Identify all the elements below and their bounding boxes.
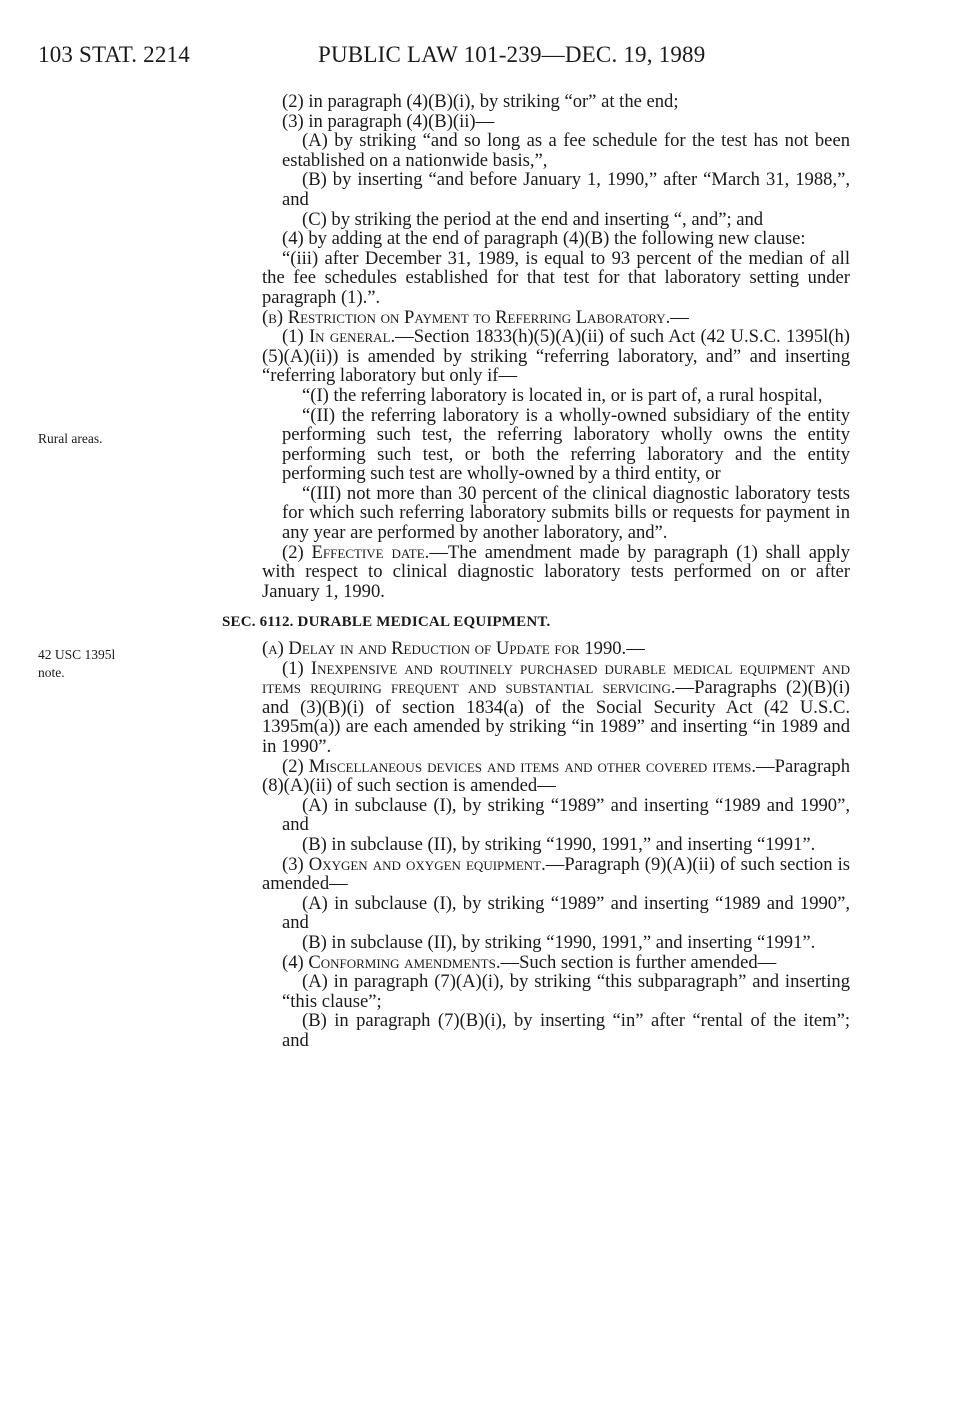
paragraph: (3) in paragraph (4)(B)(ii)—	[282, 110, 495, 132]
law-body-text	[222, 91, 850, 1051]
paragraph: “(iii) after December 31, 1989, is equal to 93 percent of the median of all the fee schedules established for that test for that laboratory setting under paragraph (1).”.	[262, 247, 850, 308]
section-heading: SEC. 6112. DURABLE MEDICAL EQUIPMENT.	[222, 614, 551, 631]
paragraph: (A) in subclause (I), by striking “1989” and inserting “1989 and 1990”, and	[282, 892, 850, 934]
margin-note-rural-areas: Rural areas.	[38, 431, 103, 446]
statute-page-number: 103 STAT. 2214	[38, 42, 190, 67]
paragraph: (A) by striking “and so long as a fee schedule for the test has not been established on a nationwide basis,”,	[282, 130, 850, 171]
paragraph: (4) Conforming amendments.—Such section is further amended—	[282, 951, 777, 973]
paragraph: “(I) the referring laboratory is located in, or is part of, a rural hospital,	[302, 384, 823, 406]
paragraph: (2) Miscellaneous devices and items and other covered items.—Paragraph (8)(A)(ii) of such section is amended—	[262, 755, 850, 797]
paragraph: (4) by adding at the end of paragraph (4)(B) the following new clause:	[282, 228, 806, 250]
paragraph: (B) in subclause (II), by striking “1990, 1991,” and inserting “1991”.	[302, 931, 816, 953]
paragraph: (3) Oxygen and oxygen equipment.—Paragraph (9)(A)(ii) of such section is amended—	[262, 853, 850, 895]
paragraph: (2) Effective date.—The amendment made by paragraph (1) shall apply with respect to clinical diagnostic laboratory tests performed on or after January 1, 1990.	[262, 541, 850, 602]
paragraph: (A) in subclause (I), by striking “1989” and inserting “1989 and 1990”, and	[282, 794, 850, 836]
paragraph: (1) In general.—Section 1833(h)(5)(A)(ii) of such Act (42 U.S.C. 1395l(h)(5)(A)(ii)) is amended by striking “referring laboratory, and” and inserting “referring laboratory but only if—	[262, 326, 850, 387]
subsection-heading: (a) Delay in and Reduction of Update for 1990.—	[262, 638, 645, 660]
subsection-heading: (b) Restriction on Payment to Referring Laboratory.—	[262, 306, 689, 328]
page-header	[0, 42, 954, 72]
paragraph: “(II) the referring laboratory is a wholly-owned subsidiary of the entity performing such test, the referring laboratory wholly owns the entity performing such test, or both the referring laboratory and the entity performing such test are wholly-owned by a third entity, or	[282, 404, 850, 485]
paragraph: “(III) not more than 30 percent of the clinical diagnostic laboratory tests for which such referring laboratory submits bills or requests for payment in any year are performed by another laboratory, and”.	[282, 482, 850, 544]
paragraph: (B) by inserting “and before January 1, 1990,” after “March 31, 1988,”, and	[282, 169, 850, 210]
public-law-title: PUBLIC LAW 101-239—DEC. 19, 1989	[318, 42, 706, 67]
paragraph: (B) in subclause (II), by striking “1990, 1991,” and inserting “1991”.	[302, 833, 816, 855]
paragraph: (2) in paragraph (4)(B)(i), by striking “or” at the end;	[282, 91, 679, 112]
paragraph: (C) by striking the period at the end and inserting “, and”; and	[302, 208, 764, 230]
paragraph: (A) in paragraph (7)(A)(i), by striking “this subparagraph” and inserting “this clause”;	[282, 971, 850, 1012]
paragraph: (1) Inexpensive and routinely purchased durable medical equipment and items requiring frequent and substantial servicing.—Paragraphs (2)(B)(i) and (3)(B)(i) of section 1834(a) of the Social Security Act (42 U.S.C. 1395m(a)) are each amended by striking “in 1989” and inserting “in 1989 and in 1990”.	[262, 657, 850, 757]
margin-note-usc-citation: 42 USC 1395l note.	[38, 647, 116, 680]
paragraph: (B) in paragraph (7)(B)(i), by inserting “in” after “rental of the item”; and	[282, 1010, 850, 1051]
